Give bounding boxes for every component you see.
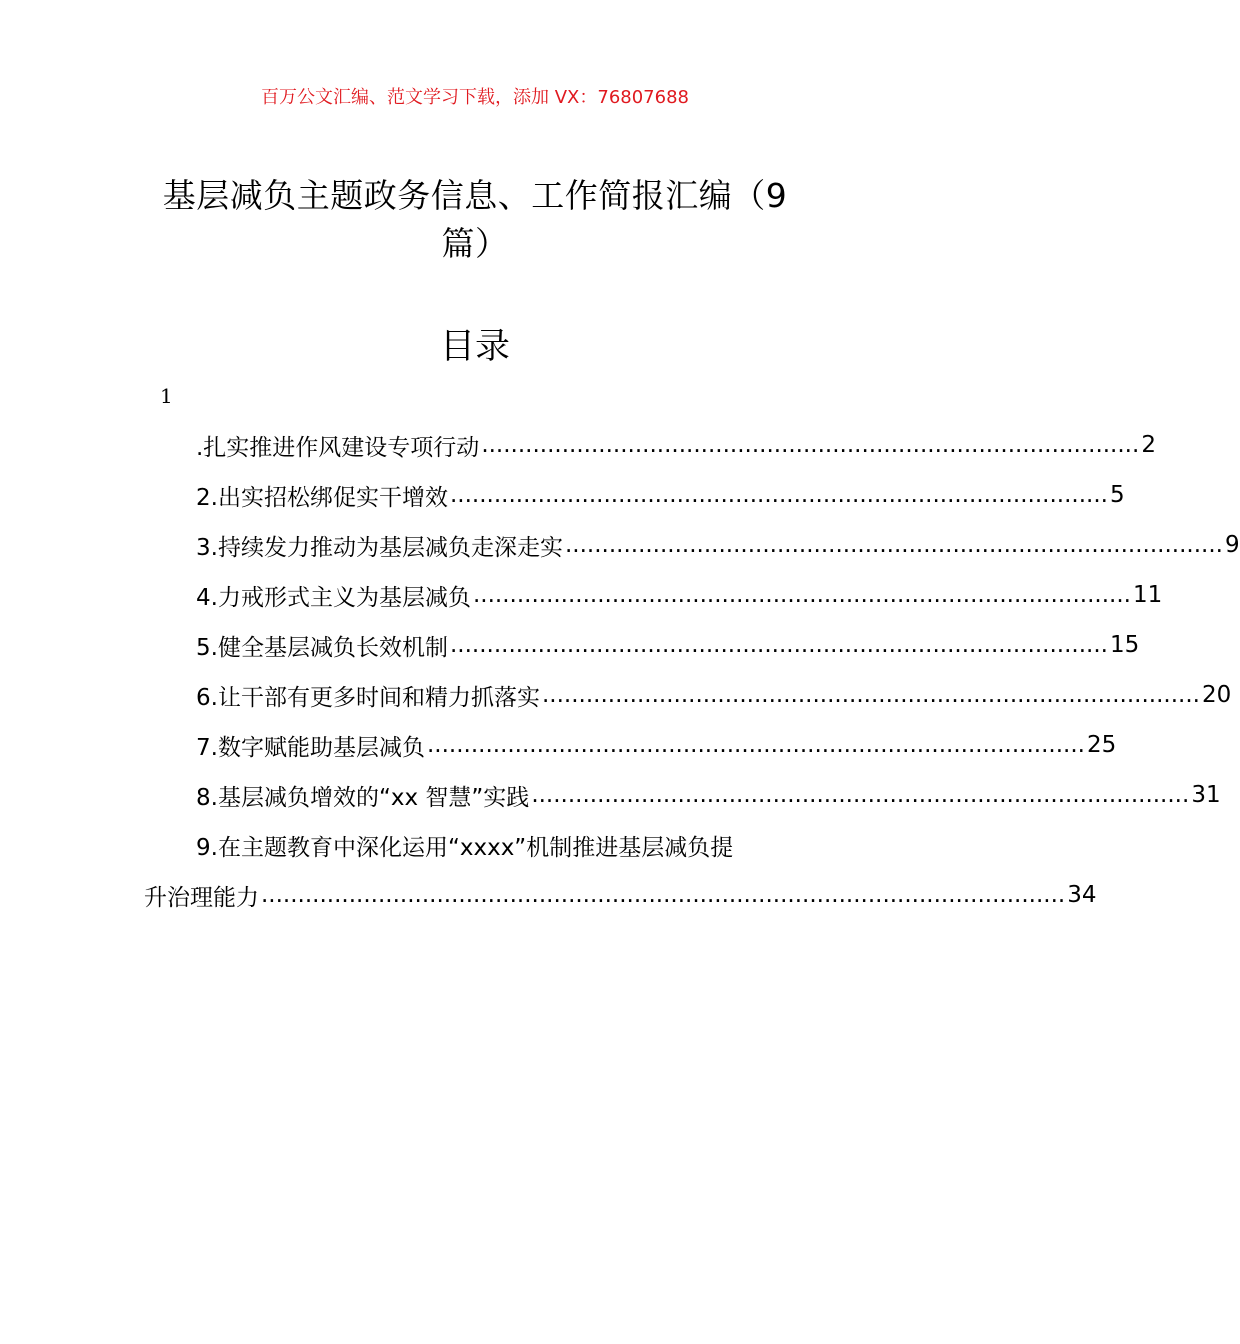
toc-entry-title: 3.持续发力推动为基层减负走深走实 [196, 534, 563, 561]
toc-entry-title: 4.力戒形式主义为基层减负 [196, 584, 471, 611]
toc-page-number: 5 [1109, 482, 1125, 508]
toc-dot-leader: .............................................................................................................. [261, 882, 1066, 908]
toc-entry[interactable] [196, 720, 1117, 770]
toc-page-number: 9 [1224, 532, 1240, 558]
toc-entry-title: 5.健全基层减负长效机制 [196, 634, 448, 661]
toc-page-number: 34 [1067, 882, 1097, 908]
toc-entry[interactable] [196, 520, 1240, 570]
toc-entry[interactable] [196, 470, 1125, 520]
toc-entry-title-line1: 9.在主题教育中深化运用“xxxx”机制推进基层减负提 [196, 834, 734, 861]
toc-entry-title: .扎实推进作风建设专项行动 [196, 434, 480, 461]
stray-list-number: 1 [160, 384, 173, 408]
toc-entry[interactable] [196, 570, 1163, 620]
toc-dot-leader: .......................................................................................... [449, 632, 1108, 658]
toc-entry[interactable] [196, 420, 1156, 470]
toc-dot-leader: .......................................................................................... [564, 532, 1223, 558]
toc-dot-leader: .......................................................................................... [449, 482, 1108, 508]
toc-entry-title: 8.基层减负增效的“xx 智慧”实践 [196, 784, 530, 811]
toc-page-number: 31 [1191, 782, 1221, 808]
toc-entry[interactable] [196, 620, 1140, 670]
toc-page-number: 15 [1109, 632, 1140, 658]
toc-dot-leader: .......................................................................................... [481, 432, 1140, 458]
toc-page-number: 20 [1201, 682, 1232, 708]
toc-dot-leader: .......................................................................................... [472, 582, 1131, 608]
toc-entry-title: 2.出实招松绑促实干增效 [196, 484, 448, 511]
toc-entry-multiline[interactable] [196, 820, 806, 870]
toc-entry-multiline-continued[interactable] [144, 870, 1097, 920]
toc-entry-title: 7.数字赋能助基层减负 [196, 734, 425, 761]
header-watermark-note: 百万公文汇编、范文学习下载，添加 VX：76807688 [261, 87, 689, 108]
toc-dot-leader: .......................................................................................... [541, 682, 1200, 708]
toc-dot-leader: .......................................................................................... [426, 732, 1085, 758]
toc-entry[interactable] [196, 770, 1221, 820]
toc-page-number: 2 [1141, 432, 1156, 458]
toc-page-number: 25 [1086, 732, 1117, 758]
toc-heading: 目录 [439, 327, 510, 367]
document-title: 基层减负主题政务信息、工作简报汇编（9 篇） [162, 176, 788, 263]
toc-entry-title: 6.让干部有更多时间和精力抓落实 [196, 684, 540, 711]
toc-page-number: 11 [1132, 582, 1163, 608]
toc-entry[interactable] [196, 670, 1232, 720]
toc-entry-title-line2: 升治理能力 [144, 884, 259, 911]
toc-dot-leader: .......................................................................................... [531, 782, 1190, 808]
